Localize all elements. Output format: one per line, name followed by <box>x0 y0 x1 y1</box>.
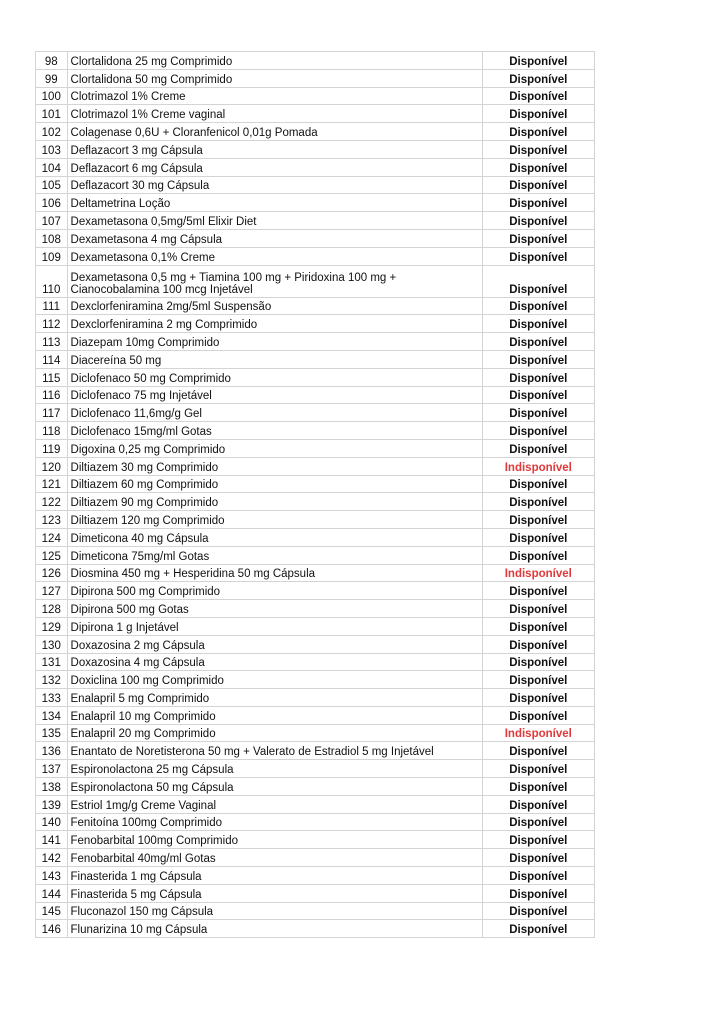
availability-status: Disponível <box>482 902 594 920</box>
availability-status: Disponível <box>482 600 594 618</box>
row-number: 132 <box>36 671 68 689</box>
medication-name: Estriol 1mg/g Creme Vaginal <box>67 795 482 813</box>
table-row <box>36 635 595 653</box>
medication-name: Colagenase 0,6U + Cloranfenicol 0,01g Pomada <box>67 123 482 141</box>
row-number: 135 <box>36 724 68 742</box>
row-number: 121 <box>36 475 68 493</box>
row-number: 105 <box>36 176 68 194</box>
availability-status: Disponível <box>482 493 594 511</box>
table-row <box>36 706 595 724</box>
row-number: 123 <box>36 511 68 529</box>
table-row <box>36 528 595 546</box>
availability-status: Disponível <box>482 778 594 796</box>
table-row <box>36 158 595 176</box>
availability-status: Disponível <box>482 386 594 404</box>
medication-name: Clortalidona 25 mg Comprimido <box>67 52 482 70</box>
table-row <box>36 724 595 742</box>
table-row <box>36 884 595 902</box>
availability-status: Disponível <box>482 297 594 315</box>
medication-name: Finasterida 1 mg Cápsula <box>67 867 482 885</box>
table-row <box>36 831 595 849</box>
availability-status: Disponível <box>482 884 594 902</box>
table-row <box>36 123 595 141</box>
row-number: 125 <box>36 546 68 564</box>
availability-status: Disponível <box>482 315 594 333</box>
availability-status: Disponível <box>482 105 594 123</box>
medication-name: Dexametasona 0,1% Creme <box>67 247 482 265</box>
medication-name: Espironolactona 25 mg Cápsula <box>67 760 482 778</box>
medication-name: Enalapril 10 mg Comprimido <box>67 706 482 724</box>
availability-status: Indisponível <box>482 457 594 475</box>
medication-name: Enalapril 5 mg Comprimido <box>67 689 482 707</box>
row-number: 113 <box>36 333 68 351</box>
availability-status: Disponível <box>482 689 594 707</box>
table-row <box>36 229 595 247</box>
row-number: 100 <box>36 87 68 105</box>
availability-status: Disponível <box>482 706 594 724</box>
table-row <box>36 813 595 831</box>
availability-status: Disponível <box>482 742 594 760</box>
availability-status: Disponível <box>482 69 594 87</box>
medication-availability-table <box>35 51 595 938</box>
row-number: 124 <box>36 528 68 546</box>
medication-name: Diosmina 450 mg + Hesperidina 50 mg Cápsula <box>67 564 482 582</box>
availability-status: Disponível <box>482 795 594 813</box>
row-number: 126 <box>36 564 68 582</box>
availability-status: Disponível <box>482 867 594 885</box>
table-row <box>36 105 595 123</box>
medication-name: Fenitoína 100mg Comprimido <box>67 813 482 831</box>
medication-name: Deltametrina Loção <box>67 194 482 212</box>
row-number: 139 <box>36 795 68 813</box>
row-number: 101 <box>36 105 68 123</box>
row-number: 129 <box>36 617 68 635</box>
medication-name: Flunarizina 10 mg Cápsula <box>67 920 482 938</box>
medication-name: Deflazacort 3 mg Cápsula <box>67 140 482 158</box>
table-row <box>36 350 595 368</box>
table-row <box>36 457 595 475</box>
availability-status: Disponível <box>482 247 594 265</box>
table-row <box>36 333 595 351</box>
availability-status: Disponível <box>482 439 594 457</box>
availability-status: Disponível <box>482 546 594 564</box>
table-row <box>36 920 595 938</box>
row-number: 127 <box>36 582 68 600</box>
medication-name: Diclofenaco 50 mg Comprimido <box>67 368 482 386</box>
table-row <box>36 582 595 600</box>
medication-name: Deflazacort 6 mg Cápsula <box>67 158 482 176</box>
table-row <box>36 849 595 867</box>
row-number: 109 <box>36 247 68 265</box>
table-body <box>36 52 595 938</box>
table-row <box>36 867 595 885</box>
table-row <box>36 52 595 70</box>
medication-name: Doxazosina 4 mg Cápsula <box>67 653 482 671</box>
medication-name: Clotrimazol 1% Creme <box>67 87 482 105</box>
table-row <box>36 902 595 920</box>
row-number: 116 <box>36 386 68 404</box>
medication-name: Diclofenaco 15mg/ml Gotas <box>67 422 482 440</box>
table-row <box>36 493 595 511</box>
row-number: 103 <box>36 140 68 158</box>
row-number: 137 <box>36 760 68 778</box>
row-number: 146 <box>36 920 68 938</box>
availability-status: Disponível <box>482 475 594 493</box>
table-row <box>36 564 595 582</box>
table-row <box>36 194 595 212</box>
table-row <box>36 212 595 230</box>
availability-status: Disponível <box>482 194 594 212</box>
table-row <box>36 653 595 671</box>
availability-status: Disponível <box>482 422 594 440</box>
row-number: 115 <box>36 368 68 386</box>
medication-name: Dimeticona 40 mg Cápsula <box>67 528 482 546</box>
medication-name: Doxazosina 2 mg Cápsula <box>67 635 482 653</box>
row-number: 114 <box>36 350 68 368</box>
availability-status: Disponível <box>482 229 594 247</box>
medication-name: Diltiazem 90 mg Comprimido <box>67 493 482 511</box>
table-row <box>36 689 595 707</box>
row-number: 99 <box>36 69 68 87</box>
row-number: 117 <box>36 404 68 422</box>
table-row <box>36 265 595 297</box>
table-row <box>36 742 595 760</box>
row-number: 143 <box>36 867 68 885</box>
row-number: 136 <box>36 742 68 760</box>
medication-name: Fluconazol 150 mg Cápsula <box>67 902 482 920</box>
medication-name: Dexametasona 0,5 mg + Tiamina 100 mg + Piridoxina 100 mg + Cianocobalamina 100 mcg Injetável <box>67 265 482 297</box>
availability-status: Indisponível <box>482 724 594 742</box>
availability-status: Disponível <box>482 350 594 368</box>
medication-name: Dimeticona 75mg/ml Gotas <box>67 546 482 564</box>
table-row <box>36 778 595 796</box>
row-number: 112 <box>36 315 68 333</box>
row-number: 130 <box>36 635 68 653</box>
table-row <box>36 176 595 194</box>
row-number: 145 <box>36 902 68 920</box>
medication-name: Dipirona 500 mg Comprimido <box>67 582 482 600</box>
medication-name: Diclofenaco 75 mg Injetável <box>67 386 482 404</box>
table-row <box>36 386 595 404</box>
row-number: 110 <box>36 265 68 297</box>
table-row <box>36 760 595 778</box>
medication-name: Fenobarbital 100mg Comprimido <box>67 831 482 849</box>
medication-name: Enalapril 20 mg Comprimido <box>67 724 482 742</box>
availability-status: Disponível <box>482 760 594 778</box>
medication-name: Dexametasona 0,5mg/5ml Elixir Diet <box>67 212 482 230</box>
availability-status: Disponível <box>482 123 594 141</box>
row-number: 128 <box>36 600 68 618</box>
medication-name: Diltiazem 30 mg Comprimido <box>67 457 482 475</box>
medication-name: Dexametasona 4 mg Cápsula <box>67 229 482 247</box>
medication-name: Digoxina 0,25 mg Comprimido <box>67 439 482 457</box>
medication-name: Diacereína 50 mg <box>67 350 482 368</box>
availability-status: Disponível <box>482 849 594 867</box>
medication-name: Finasterida 5 mg Cápsula <box>67 884 482 902</box>
medication-name: Diltiazem 120 mg Comprimido <box>67 511 482 529</box>
row-number: 140 <box>36 813 68 831</box>
medication-name: Deflazacort 30 mg Cápsula <box>67 176 482 194</box>
availability-status: Disponível <box>482 87 594 105</box>
medication-name: Diazepam 10mg Comprimido <box>67 333 482 351</box>
table-row <box>36 315 595 333</box>
table-row <box>36 404 595 422</box>
medication-name: Dexclorfeniramina 2mg/5ml Suspensão <box>67 297 482 315</box>
table-row <box>36 297 595 315</box>
row-number: 107 <box>36 212 68 230</box>
availability-status: Disponível <box>482 831 594 849</box>
table-row <box>36 368 595 386</box>
medication-name: Dipirona 500 mg Gotas <box>67 600 482 618</box>
table-row <box>36 600 595 618</box>
row-number: 138 <box>36 778 68 796</box>
availability-status: Disponível <box>482 653 594 671</box>
row-number: 118 <box>36 422 68 440</box>
availability-status: Disponível <box>482 52 594 70</box>
medication-name: Dexclorfeniramina 2 mg Comprimido <box>67 315 482 333</box>
row-number: 102 <box>36 123 68 141</box>
availability-status: Disponível <box>482 176 594 194</box>
row-number: 131 <box>36 653 68 671</box>
medication-name: Fenobarbital 40mg/ml Gotas <box>67 849 482 867</box>
row-number: 119 <box>36 439 68 457</box>
table-row <box>36 422 595 440</box>
table-row <box>36 247 595 265</box>
medication-name: Espironolactona 50 mg Cápsula <box>67 778 482 796</box>
availability-status: Disponível <box>482 920 594 938</box>
medication-name: Doxiclina 100 mg Comprimido <box>67 671 482 689</box>
row-number: 120 <box>36 457 68 475</box>
table-row <box>36 617 595 635</box>
table-row <box>36 439 595 457</box>
availability-status: Disponível <box>482 671 594 689</box>
medication-name: Diltiazem 60 mg Comprimido <box>67 475 482 493</box>
availability-status: Indisponível <box>482 564 594 582</box>
availability-status: Disponível <box>482 528 594 546</box>
medication-name: Dipirona 1 g Injetável <box>67 617 482 635</box>
table-row <box>36 87 595 105</box>
table-row <box>36 546 595 564</box>
table-row <box>36 475 595 493</box>
availability-status: Disponível <box>482 635 594 653</box>
availability-status: Disponível <box>482 140 594 158</box>
medication-name: Clotrimazol 1% Creme vaginal <box>67 105 482 123</box>
table-row <box>36 69 595 87</box>
row-number: 144 <box>36 884 68 902</box>
row-number: 142 <box>36 849 68 867</box>
row-number: 133 <box>36 689 68 707</box>
row-number: 106 <box>36 194 68 212</box>
row-number: 108 <box>36 229 68 247</box>
availability-status: Disponível <box>482 404 594 422</box>
row-number: 98 <box>36 52 68 70</box>
medication-name: Enantato de Noretisterona 50 mg + Valerato de Estradiol 5 mg Injetável <box>67 742 482 760</box>
availability-status: Disponível <box>482 617 594 635</box>
row-number: 104 <box>36 158 68 176</box>
availability-status: Disponível <box>482 582 594 600</box>
table-row <box>36 140 595 158</box>
medication-name: Clortalidona 50 mg Comprimido <box>67 69 482 87</box>
availability-status: Disponível <box>482 265 594 297</box>
table-row <box>36 795 595 813</box>
row-number: 134 <box>36 706 68 724</box>
availability-status: Disponível <box>482 511 594 529</box>
table-row <box>36 511 595 529</box>
row-number: 111 <box>36 297 68 315</box>
availability-status: Disponível <box>482 813 594 831</box>
availability-status: Disponível <box>482 368 594 386</box>
availability-status: Disponível <box>482 333 594 351</box>
availability-status: Disponível <box>482 158 594 176</box>
availability-status: Disponível <box>482 212 594 230</box>
table-row <box>36 671 595 689</box>
row-number: 141 <box>36 831 68 849</box>
medication-name: Diclofenaco 11,6mg/g Gel <box>67 404 482 422</box>
row-number: 122 <box>36 493 68 511</box>
